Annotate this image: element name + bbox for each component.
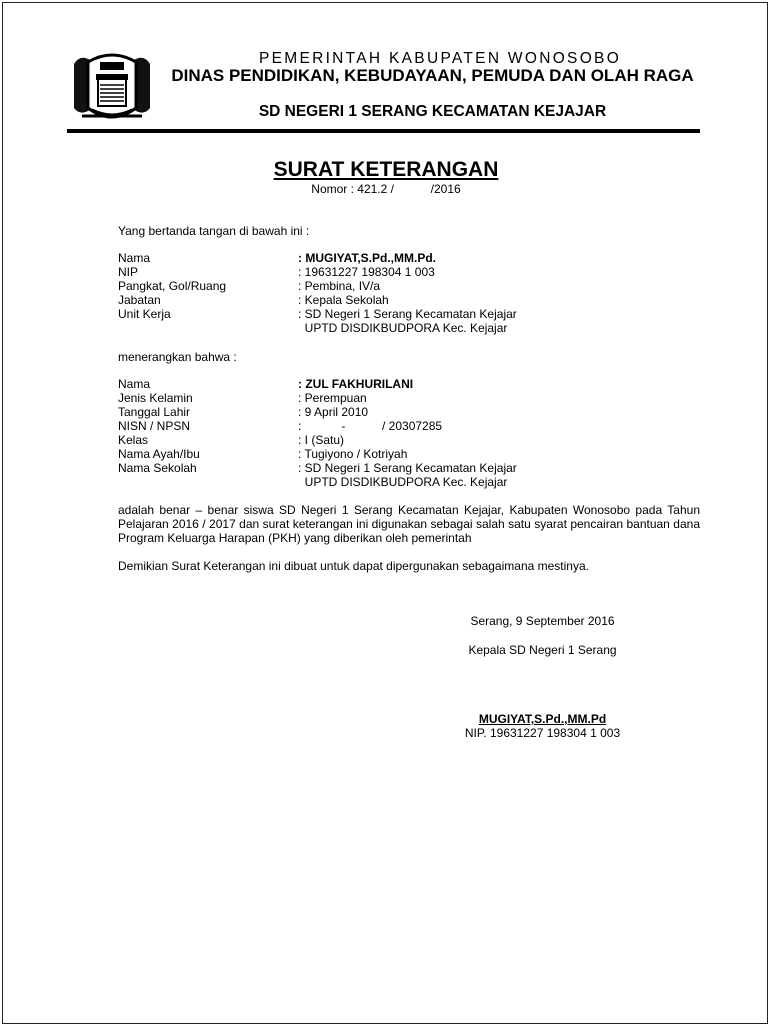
field-label: Jabatan [118,293,161,307]
field-label: NISN / NPSN [118,419,191,433]
letterhead-line2: DINAS PENDIDIKAN, KEBUDAYAAN, PEMUDA DAN OLAH RAGA [171,66,694,85]
field-value: : ZUL FAKHURILANI [298,377,414,391]
document-number: Nomor : 421.2 / /2016 [311,182,461,196]
field-value: : 9 April 2010 [298,405,369,419]
body-paragraph: adalah benar – benar siswa SD Negeri 1 Serang Kecamatan Kejajar, Kabupaten Wonosobo pada Tahun Pelajaran 2016 / 2017 dan surat keterangan ini digunakan sebagai salah satu syarat pencairan bantuan dana Program Keluarga Harapan (PKH) yang diberikan oleh pemerintah [118,503,700,545]
letterhead-divider [67,129,700,133]
field-label: Tanggal Lahir [118,405,191,419]
closing-text: Demikian Surat Keterangan ini dibuat untuk dapat dipergunakan sebagaimana mestinya. [118,559,589,573]
field-label: Pangkat, Gol/Ruang [118,279,227,293]
intro-text: Yang bertanda tangan di bawah ini : [118,224,310,238]
field-value: UPTD DISDIKBUDPORA Kec. Kejajar [298,475,508,489]
signature-place-date: Serang, 9 September 2016 [470,614,615,628]
signature-name: MUGIYAT,S.Pd.,MM.Pd [478,712,607,726]
field-label: NIP [118,265,139,279]
document-title: SURAT KETERANGAN [273,158,499,181]
letterhead-line1: PEMERINTAH KABUPATEN WONOSOBO [258,50,622,67]
field-value: : Perempuan [298,391,367,405]
field-label: Unit Kerja [118,307,171,321]
field-value: : Kepala Sekolah [298,293,389,307]
field-label: Kelas [118,433,149,447]
field-value: : I (Satu) [298,433,345,447]
letterhead-line3: SD NEGERI 1 SERANG KECAMATAN KEJAJAR [258,103,607,120]
field-label: Nama [118,251,151,265]
middle-text: menerangkan bahwa : [118,350,237,364]
field-value: : 19631227 198304 1 003 [298,265,435,279]
field-value: : MUGIYAT,S.Pd.,MM.Pd. [298,251,437,265]
field-label: Nama Ayah/Ibu [118,447,200,461]
field-value: : - / 20307285 [298,419,443,433]
field-value: : SD Negeri 1 Serang Kecamatan Kejajar [298,461,517,475]
field-label: Nama [118,377,151,391]
field-value: : Pembina, IV/a [298,279,381,293]
field-value: UPTD DISDIKBUDPORA Kec. Kejajar [298,321,508,335]
field-label: Jenis Kelamin [118,391,193,405]
signature-nip: NIP. 19631227 198304 1 003 [464,726,621,740]
field-value: : Tugiyono / Kotriyah [298,447,408,461]
field-label: Nama Sekolah [118,461,197,475]
field-value: : SD Negeri 1 Serang Kecamatan Kejajar [298,307,517,321]
signature-position: Kepala SD Negeri 1 Serang [468,643,617,657]
